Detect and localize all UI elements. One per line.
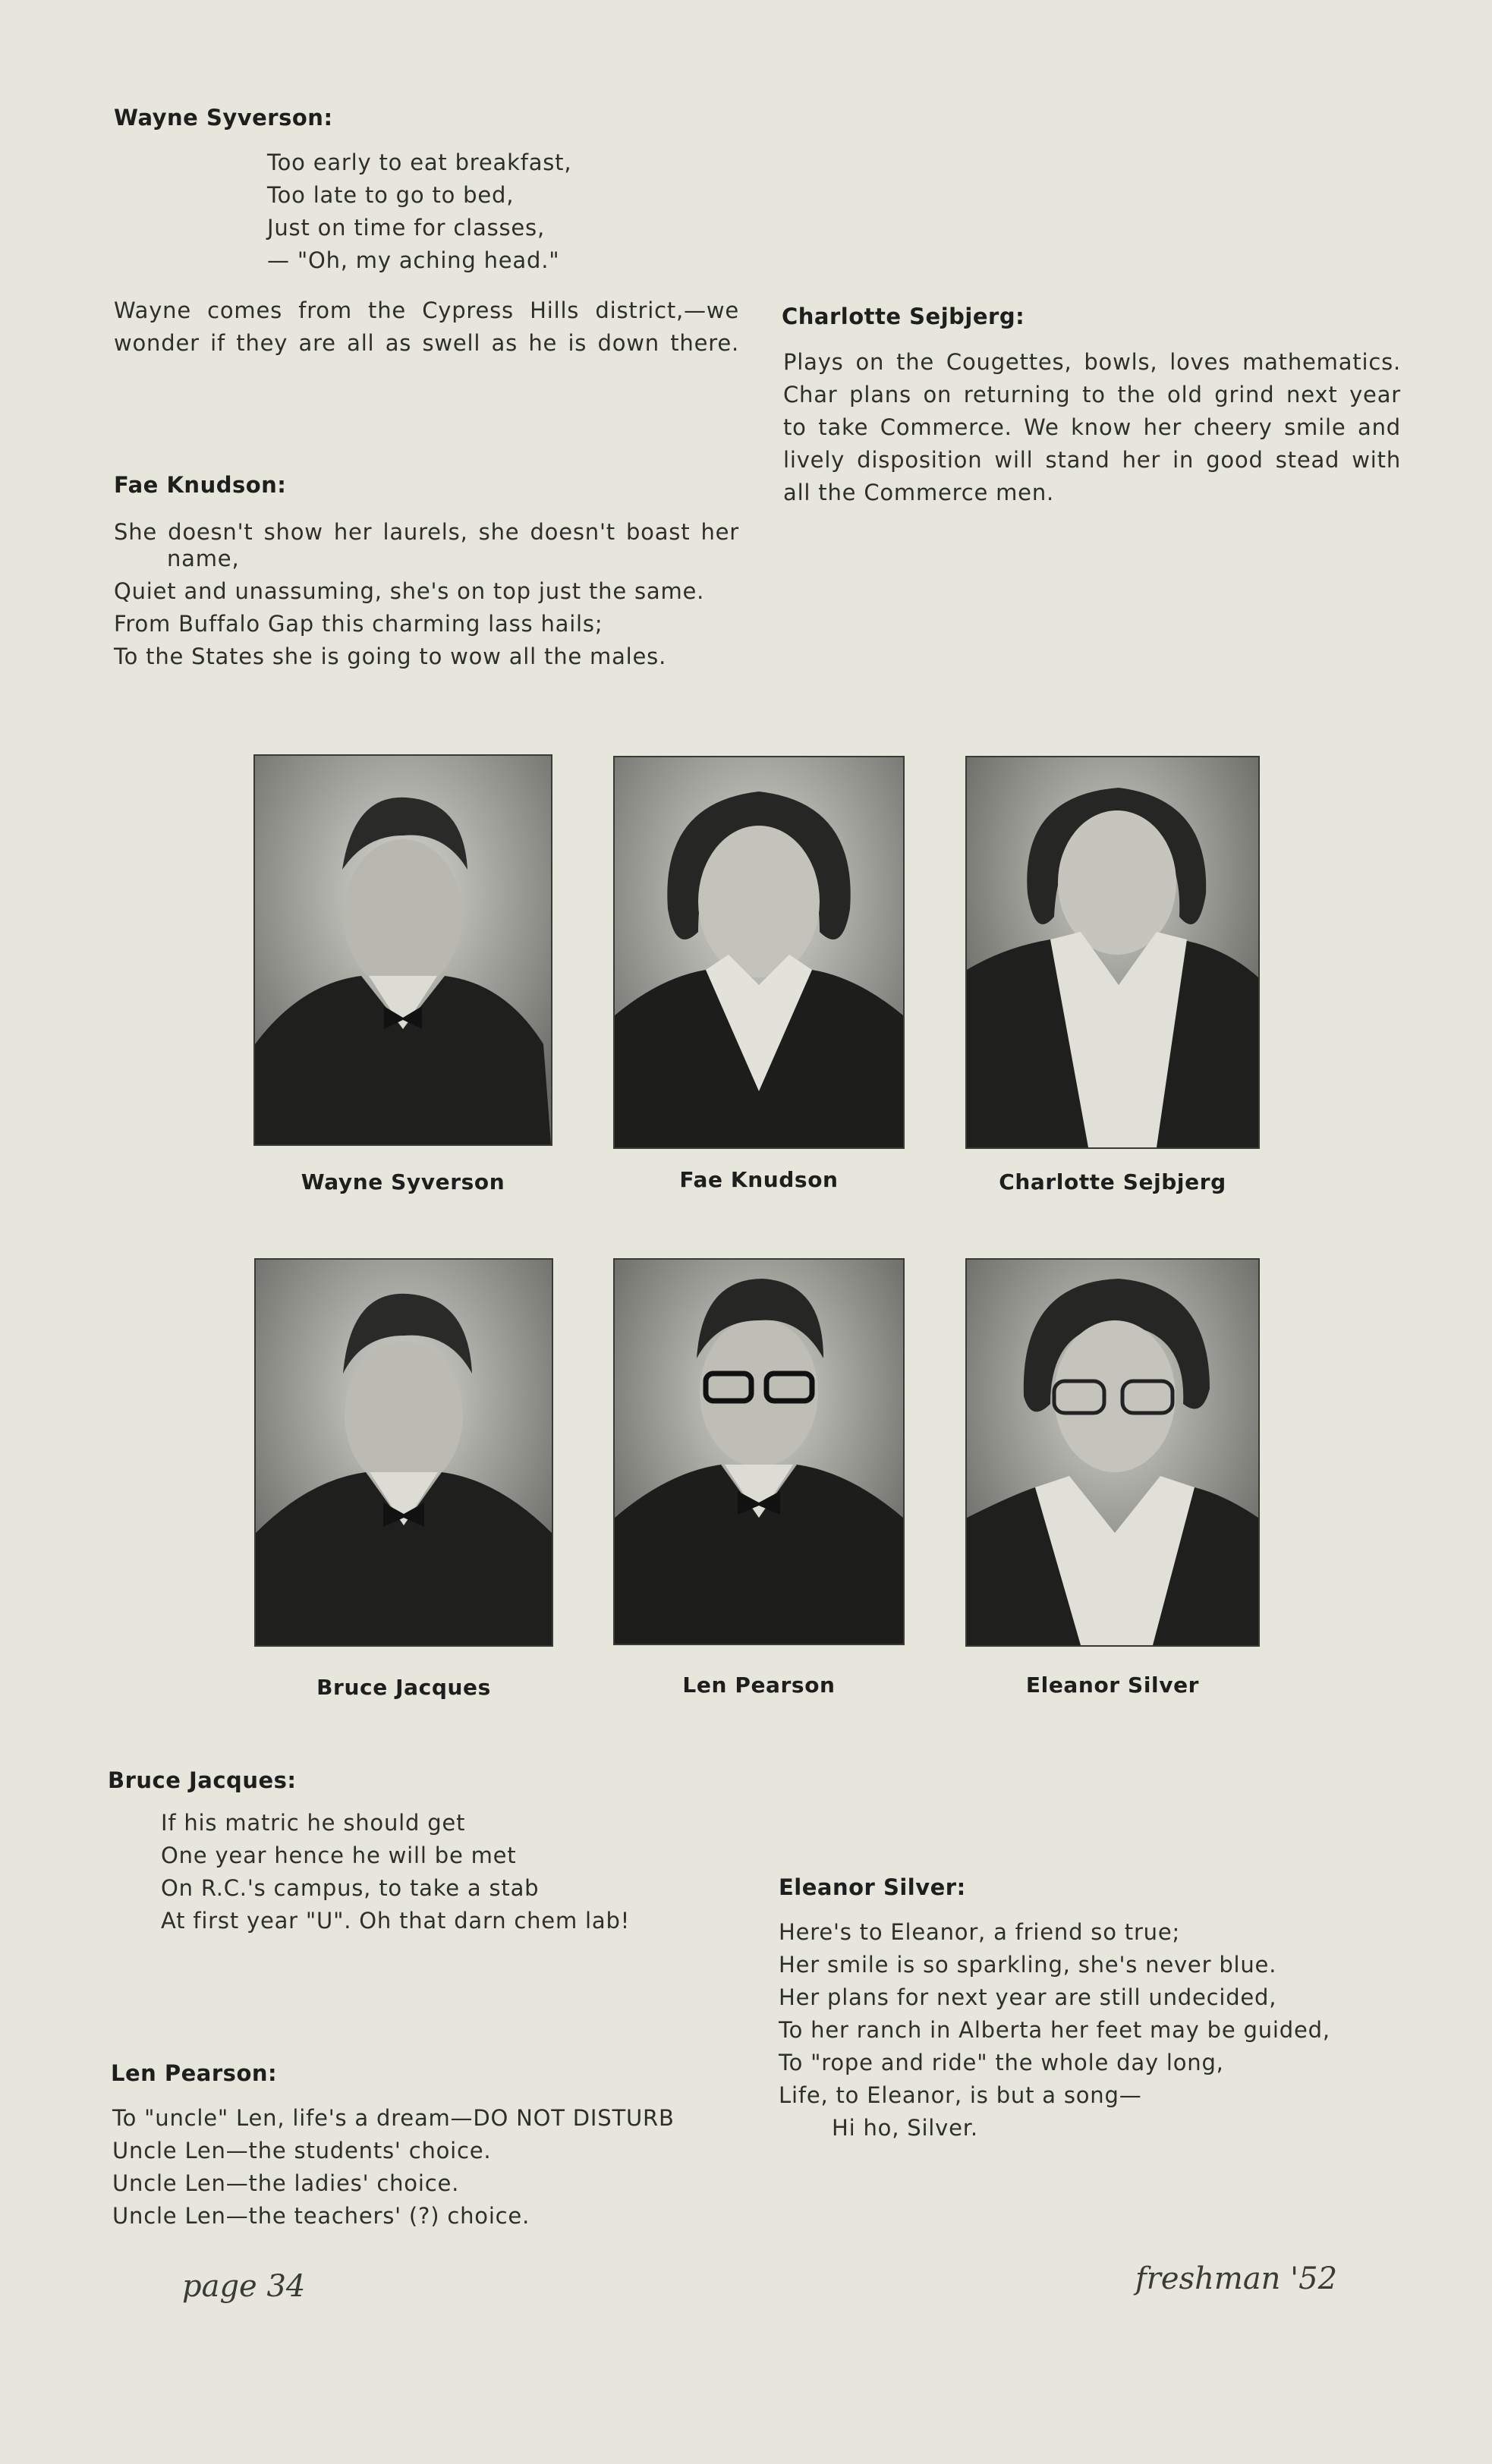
portrait-photo-wayne	[255, 756, 551, 1144]
photo-caption: Len Pearson	[682, 1673, 836, 1698]
verse-line: Her plans for next year are still undecided,	[779, 1984, 1277, 2010]
verse-line: Her smile is so sparkling, she's never blue.	[779, 1952, 1277, 1978]
verse-line: Hi ho, Silver.	[832, 2115, 978, 2141]
portrait-photo-bruce	[256, 1260, 552, 1645]
fae-verse	[114, 516, 739, 673]
verse-line: name,	[167, 546, 240, 571]
poem-line: One year hence he will be met	[161, 1842, 517, 1868]
text-line: wonder if they are all as swell as he is down there.	[114, 330, 739, 356]
len-heading: Len Pearson:	[111, 2060, 278, 2086]
eleanor-verse	[779, 1916, 1330, 2145]
text-line: lively disposition will stand her in good stead with	[783, 447, 1401, 473]
verse-line: To the States she is going to wow all the males.	[114, 644, 667, 669]
verse-line: Uncle Len—the ladies' choice.	[112, 2170, 460, 2196]
verse-line: To "uncle" Len, life's a dream—DO NOT DISTURB	[112, 2105, 675, 2131]
verse-line: Here's to Eleanor, a friend so true;	[779, 1919, 1181, 1945]
photo-caption: Charlotte Sejbjerg	[999, 1169, 1226, 1194]
portrait-photo-eleanor	[967, 1260, 1258, 1645]
wayne-poem	[267, 146, 571, 277]
text-line: all the Commerce men.	[783, 480, 1055, 505]
verse-line: Life, to Eleanor, is but a song—	[779, 2082, 1142, 2108]
eleanor-heading: Eleanor Silver:	[779, 1874, 966, 1900]
text-line: to take Commerce. We know her cheery smile and	[783, 414, 1401, 440]
wayne-description	[114, 294, 739, 360]
page-number: page 34	[182, 2269, 306, 2304]
verse-line: Quiet and unassuming, she's on top just the same.	[114, 578, 705, 604]
poem-line: At first year "U". Oh that darn chem lab!	[161, 1908, 631, 1934]
photo-caption: Wayne Syverson	[301, 1169, 505, 1194]
portrait-male-icon	[256, 1260, 552, 1645]
wayne-heading: Wayne Syverson:	[114, 105, 333, 131]
portrait-photo-len	[615, 1260, 903, 1644]
text-line: Plays on the Cougettes, bowls, loves mathematics.	[783, 349, 1401, 375]
poem-line: Just on time for classes,	[267, 215, 545, 241]
poem-line: — "Oh, my aching head."	[267, 247, 560, 273]
portrait-male-icon	[255, 756, 551, 1144]
portrait-photo-fae	[615, 757, 903, 1147]
poem-line: If his matric he should get	[161, 1810, 466, 1836]
verse-line: She doesn't show her laurels, she doesn't boast her	[114, 519, 739, 545]
charlotte-description	[783, 346, 1401, 509]
portrait-female-glasses-icon	[967, 1260, 1258, 1645]
photo-caption: Bruce Jacques	[316, 1675, 491, 1700]
photo-caption: Eleanor Silver	[1025, 1673, 1200, 1698]
text-line: Char plans on returning to the old grind next year	[783, 382, 1401, 408]
verse-line: Uncle Len—the students' choice.	[112, 2138, 492, 2163]
poem-line: On R.C.'s campus, to take a stab	[161, 1875, 540, 1901]
bruce-poem	[161, 1807, 630, 1937]
portrait-male-glasses-icon	[615, 1260, 903, 1644]
text-line: Wayne comes from the Cypress Hills district,—we	[114, 297, 739, 323]
fae-heading: Fae Knudson:	[114, 472, 287, 498]
verse-line: To her ranch in Alberta her feet may be guided,	[779, 2017, 1330, 2043]
portrait-female-icon	[967, 757, 1258, 1147]
verse-line: From Buffalo Gap this charming lass hails;	[114, 611, 603, 637]
charlotte-heading: Charlotte Sejbjerg:	[782, 304, 1025, 329]
portrait-female-icon	[615, 757, 903, 1147]
bruce-heading: Bruce Jacques:	[108, 1767, 297, 1793]
verse-line: Uncle Len—the teachers' (?) choice.	[112, 2203, 530, 2229]
verse-line: To "rope and ride" the whole day long,	[779, 2050, 1224, 2075]
publication-title: freshman '52	[1135, 2261, 1338, 2296]
photo-caption: Fae Knudson	[679, 1167, 839, 1192]
len-verse	[112, 2102, 675, 2233]
poem-line: Too late to go to bed,	[267, 182, 515, 208]
portrait-photo-charlotte	[967, 757, 1258, 1147]
poem-line: Too early to eat breakfast,	[267, 149, 572, 175]
